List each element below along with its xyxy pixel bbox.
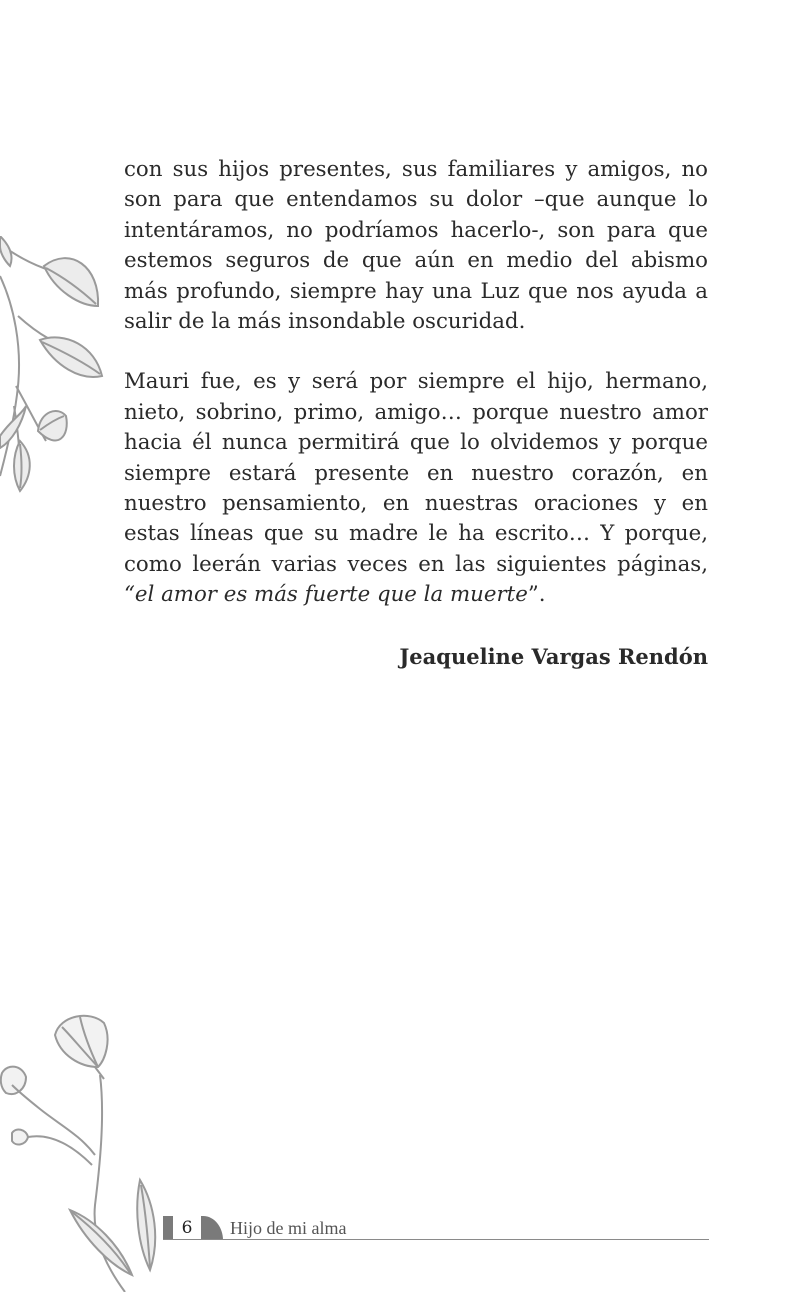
paragraph-1: con sus hijos presentes, sus familiares y amigos, no son para que entendamos su dolor –que aunque lo intentáramos, no podríamos hacerlo-, son para que estemos seguros de que aún en medio del abismo más profundo, siempre hay una Luz que nos ayuda a salir de la más insondable oscuridad. [124, 157, 708, 335]
author-signature: Jeaqueline Vargas Rendón [399, 644, 708, 669]
paragraph-2 [124, 367, 708, 610]
paragraph-2-start: Mauri fue, es y será por siempre el hijo, hermano, nieto, sobrino, primo, amigo… porque nuestro amor hacia él nunca permitirá que lo olvidemos y porque siempre estará presente en nuestro corazón, en nuestro pensamiento, en nuestras oraciones y en estas líneas que su madre le ha escrito… Y porque, como leerán varias veces en las siguientes páginas, [124, 369, 708, 577]
running-title: Hijo de mi alma [230, 1218, 347, 1238]
paragraph-2-end: ”. [527, 582, 546, 608]
page-number: 6 [181, 1218, 193, 1238]
body-text [124, 155, 708, 611]
leaf-branch-icon [0, 236, 110, 496]
page-footer [163, 1216, 709, 1242]
quote-italic: “el amor es más fuerte que la muerte [124, 582, 528, 608]
wildflower-sprig-icon [0, 1005, 175, 1292]
footer-rule [163, 1239, 709, 1240]
